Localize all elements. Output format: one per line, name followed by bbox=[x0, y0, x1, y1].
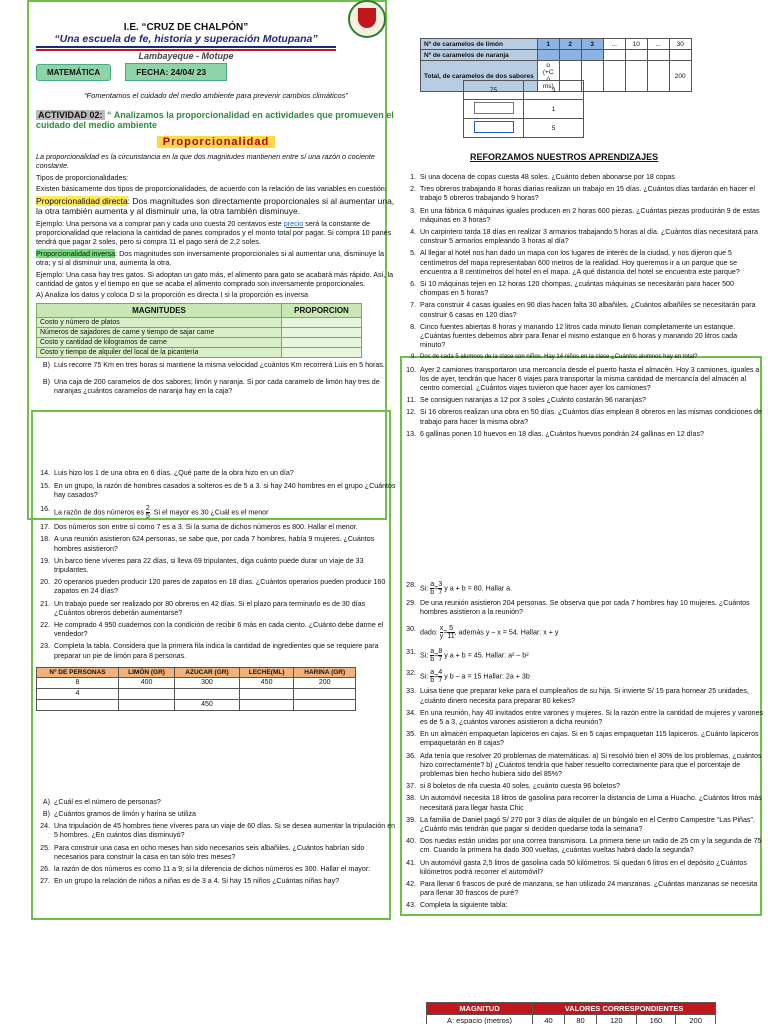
ingredients-table bbox=[36, 667, 356, 711]
fraction: $\frac{5}{11}$ bbox=[447, 625, 455, 641]
answer-cell[interactable] bbox=[581, 50, 603, 61]
table-cell: 80 bbox=[565, 1015, 597, 1024]
list-item: 6. Si 10 máquinas tejen en 12 horas 120 chompas, ¿cuántas máquinas se necesitarán para hacer 500 chompas en 5 horas? bbox=[410, 280, 734, 298]
list-item: 7. Para construir 4 casas iguales en 90 días hacen falta 30 albañiles. ¿Cuántos albañiles se necesitarán para construir 6 casas en 120 días? bbox=[410, 301, 756, 319]
table-cell: 120 bbox=[596, 1015, 636, 1024]
q-num: 25. bbox=[40, 843, 50, 852]
reinforce-title: REFORZAMOS NUESTROS APRENDIZAJES bbox=[470, 152, 659, 162]
fraction: $\frac{4}{7}$ bbox=[438, 669, 443, 685]
question bbox=[36, 822, 396, 840]
col-header: HARINA (GR) bbox=[294, 667, 356, 677]
direct-example-b: será la constante de proporcionalidad que relaciona la cantidad de panes comprados y el monto total por pagar. Si compra 10 panes tendrá que pagar 2 soles, pero si compra 11 el pago será de 2,2 soles. bbox=[36, 218, 392, 247]
question bbox=[36, 810, 396, 819]
question bbox=[36, 865, 396, 874]
types-heading: Tipos de proporcionalidades: bbox=[36, 172, 129, 182]
inverse-definition bbox=[36, 249, 396, 268]
list-item: 2. Tres obreros trabajando 8 horas diarias realizan un trabajo en 15 días. ¿Cuántos días tardarán en hacer el trabajo 5 obreros trabajando 9 horas? bbox=[410, 185, 755, 203]
list-item: 9. Dos de cada 5 alumnos de la clase son niños. Hay 14 niños en la clase ¿Cuántos alumnos hay en total? bbox=[410, 354, 698, 361]
col-header: AZUCAR (GR) bbox=[175, 667, 240, 677]
reinforce-list bbox=[402, 170, 764, 439]
answer-cell[interactable] bbox=[239, 699, 294, 710]
table-cell: 160 bbox=[636, 1015, 676, 1024]
precio-link[interactable]: precio bbox=[283, 218, 304, 228]
answer-cell[interactable] bbox=[282, 347, 362, 357]
table-cell: 200 bbox=[294, 677, 356, 688]
mag-cell: Costo y número de platos bbox=[37, 317, 282, 327]
table-cell: 8 bbox=[37, 677, 119, 688]
fraction: $\frac{a}{b}$ bbox=[430, 648, 435, 664]
activity-label: ACTIVIDAD 02: bbox=[38, 110, 103, 120]
answer-cell[interactable] bbox=[175, 688, 240, 699]
list-item: 32. Si: $\frac{a}{b}$ = $\frac{4}{7}$ y b – a = 15 Hallar: 2a + 3b bbox=[406, 669, 530, 685]
school-logo-icon bbox=[348, 0, 386, 38]
list-item: 35. En un almacén empaquetan lapiceros en cajas. Si en 5 cajas empaquetan 115 lapiceros. ¿Cuánto lapiceros empaquetarán en 8 cajas? bbox=[406, 730, 759, 748]
topic-title bbox=[36, 132, 396, 150]
inverse-label: Proporcionalidad inversa bbox=[36, 248, 116, 258]
q-text: Una tripulación de 45 hombres tiene víveres para un viaje de 60 días. Si se desea aumentar la tripulación en 5 hombres. ¿En cuántos días disminuyó? bbox=[54, 822, 396, 840]
answer-cell[interactable] bbox=[119, 699, 175, 710]
table-cell: 200 bbox=[676, 1015, 716, 1024]
q-text: Un barco tiene víveres para 22 días, si lleva 69 tripulantes, diga cuánto puede durar un viaje de 33 tripulantes. bbox=[54, 556, 364, 574]
q-num: 17. bbox=[40, 523, 50, 532]
answer-cell[interactable] bbox=[119, 688, 175, 699]
question bbox=[36, 798, 396, 807]
fraction: 1 bbox=[95, 470, 99, 478]
q-text: En un grupo, la razón de hombres casados a solteros es de 5 a 3. si hay 240 hombres en el grupo ¿Cuántos hay casados? bbox=[54, 481, 396, 499]
answer-input[interactable] bbox=[474, 102, 514, 114]
magnitude-values-table bbox=[426, 1002, 716, 1024]
left-column bbox=[36, 18, 396, 886]
divider bbox=[36, 46, 336, 48]
question bbox=[36, 578, 396, 596]
activity-heading bbox=[36, 110, 396, 130]
environment-note: “Fomentamos el cuidado del medio ambiente para prevenir cambios climáticos” bbox=[84, 91, 348, 100]
answer-input[interactable] bbox=[474, 121, 514, 133]
question bbox=[36, 877, 396, 886]
list-item: 43. Completa la siguiente tabla: bbox=[406, 901, 508, 910]
q-text: Una caja de 200 caramelos de dos sabores; limón y naranja. Si por cada caramelo de limón hay tres de naranjas ¿cuántos caramelos de naranja hay en la caja? bbox=[54, 378, 380, 396]
question bbox=[36, 642, 396, 660]
q-num: 27. bbox=[40, 877, 50, 886]
q14-a: Luis hizo los bbox=[54, 469, 96, 478]
list-item: 36. Ada tenía que resolver 20 problemas de matemáticas. a) Si resolvió bien el 30% de los problemas, ¿cuántos hizo correctamente? b) ¿Cuántos tendría que haber resuelto correctamente para que el porcentaje de problemas bien hecho hubiera sido del 85%? bbox=[406, 751, 762, 779]
q-text: la razón de dos números es como 11 a 9; si la diferencia de dichos números es 300. Hallar el mayor: bbox=[54, 864, 371, 873]
question bbox=[36, 482, 396, 500]
question bbox=[36, 378, 396, 396]
topic-title-text: Proporcionalidad bbox=[157, 136, 275, 148]
answer-cell[interactable] bbox=[603, 50, 625, 61]
question bbox=[36, 361, 396, 370]
q-num: 20. bbox=[40, 578, 50, 587]
answer-cell[interactable] bbox=[647, 50, 669, 61]
col-header: VALORES CORRESPONDIENTES bbox=[533, 1003, 716, 1015]
q16-b: . Si el mayor es 30 ¿Cuál es el menor bbox=[149, 508, 269, 517]
fraction: $\frac{8}{7}$ bbox=[438, 648, 443, 664]
answer-cell[interactable] bbox=[625, 61, 647, 92]
q-num: 19. bbox=[40, 556, 50, 565]
answer-cell[interactable] bbox=[464, 119, 524, 138]
list-item: 10. Ayer 2 camiones transportaron una mercancía desde el puerto hasta el almacén. Hoy 3 camiones, iguales a los de ayer, tendrán que hacer 6 viajes para transportar la misma cantidad de mercancía del almacén al centro comercial. ¿Cuántos viajes tuvieron que hacer ayer los camiones? bbox=[406, 365, 760, 393]
list-item: 34. En una reunión, hay 40 invitados entre varones y mujeres. Si la razón entre la cantidad de mujeres y varones es de 5 a 3, ¿cuántos varones asistieron a dicha reunión? bbox=[406, 708, 764, 727]
answer-cell[interactable] bbox=[282, 317, 362, 327]
types-desc: Existen básicamente dos tipos de proporcionalidades, de acuerdo con la relación de las variables en cuestión: bbox=[36, 184, 387, 194]
q16-a: La razón de dos números es bbox=[54, 508, 146, 517]
list-item: 1. Si una docena de copas cuesta 48 soles. ¿Cuánto deben abonarse por 18 copas bbox=[410, 173, 675, 181]
question bbox=[36, 600, 396, 618]
q-text: He comprado 4 950 cuadernos con la condición de recibir 6 más en cada ciento. ¿Cuánto debe darme el vendedor? bbox=[54, 620, 384, 639]
answer-cell[interactable] bbox=[294, 699, 356, 710]
col-header: LIMÓN (GR) bbox=[119, 667, 175, 677]
date-badge: FECHA: 24/04/ 23 bbox=[125, 63, 227, 81]
algebra-list bbox=[402, 578, 764, 911]
mag-cell: Costo y cantidad de kilogramos de carne bbox=[37, 337, 282, 347]
inverse-example: Ejemplo: Una casa hay tres gatos. Si adoptan un gato más, el alimento para gato se acabará más rápido. Así, la cantidad de gatos y el tiempo en que se acaba el alimento comprado son inversamente proporcionales. bbox=[36, 269, 394, 289]
q-num: 15. bbox=[40, 481, 50, 490]
question bbox=[36, 621, 396, 639]
list-item: 31. Si: $\frac{a}{b}$ = $\frac{8}{7}$ y a + b = 45. Hallar: a² – b² bbox=[406, 648, 529, 664]
table-cell: 4 bbox=[37, 688, 119, 699]
answer-cell[interactable] bbox=[625, 50, 647, 61]
col-header: Nº DE PERSONAS bbox=[37, 667, 119, 677]
col-header: MAGNITUDES bbox=[37, 303, 282, 317]
q-num: 26. bbox=[40, 864, 50, 873]
col-header: LECHE(ML) bbox=[239, 667, 294, 677]
list-item: 42. Para llenar 6 frascos de puré de manzana, se han utilizado 24 manzanas. ¿Cuántas manzanas se necesita para llenar 30 frascos de puré? bbox=[406, 880, 758, 898]
school-motto: “Una escuela de fe, historia y superación Motupana” bbox=[54, 33, 318, 45]
fraction: $\frac{x}{y}$ bbox=[439, 625, 444, 641]
q-text: Dos números son entre sí como 7 es a 3. Si la suma de dichos números es 800. Hallar el menor. bbox=[54, 523, 358, 532]
instruction: A) Analiza los datos y coloca D si la proporción es directa I si la proporción es inversa bbox=[36, 290, 309, 300]
list-item: 37. si 8 boletos de rifa cuesta 40 soles, ¿cuánto cuesta 96 boletos? bbox=[406, 782, 620, 791]
answer-cell[interactable] bbox=[282, 327, 362, 337]
q-num: 24. bbox=[40, 822, 50, 831]
q-text: 20 operarios pueden producir 120 pares de zapatos en 18 días. ¿Cuántos operarios pueden producir 160 zapatos en 24 días? bbox=[54, 578, 386, 596]
fraction: $\frac{a}{b}$ bbox=[430, 581, 435, 596]
q-text: A una reunión asistieron 624 personas, se sabe que, por cada 7 hombres, había 9 mujeres. ¿Cuántos hombres asistieron? bbox=[54, 535, 375, 553]
list-item: 28. Si: $\frac{a}{b}$ = $\frac{3}{7}$ y a + b = 80. Hallar a. bbox=[406, 581, 513, 596]
direct-example-a: Ejemplo: Una persona va a comprar pan y cada uno cuesta 20 centavos este bbox=[36, 218, 284, 228]
proportion-mini-table: 75 3 1 5 bbox=[463, 80, 584, 138]
caramelos-table: Nº de caramelos de limón 1 2 3 ... 10 ... 30 Nº de caramelos de naranja Total, de caramelos de dos sabores o (+C ó ms) 200 bbox=[420, 38, 692, 92]
direct-text: : Dos magnitudes son directamente proporcionales si al aumentar una, la otra también aumenta y al disminuir una, la otra también disminuye. bbox=[36, 195, 395, 217]
fraction: $\frac{2}{5}$ bbox=[145, 505, 150, 521]
q-text: ¿Cuál es el número de personas? bbox=[54, 797, 161, 806]
list-item: 29. De una reunión asistieron 204 personas. Se observa que por cada 7 hombres hay 10 mujeres. ¿Cuántos hombres asistieron a la reunión? bbox=[406, 599, 750, 617]
list-item: 41. Un automóvil gasta 2,5 litros de gasolina cada 50 kilómetros. Si quedan 6 litros en el depósito ¿Cuántos kilómetros podrá recorrer el automóvil? bbox=[406, 858, 747, 876]
list-item: 40. Dos ruedas están unidas por una correa transmisora. La primera tiene un radio de 25 cm y la segunda de 75 cm. Cuando la primera ha dado 300 vueltas, ¿cuántas vueltas habrá dado la segunda? bbox=[406, 837, 762, 855]
row-label: A: espacio (metros) bbox=[427, 1015, 533, 1024]
q-num: 23. bbox=[40, 642, 50, 651]
question bbox=[36, 535, 396, 553]
question bbox=[36, 557, 396, 575]
list-item: 38. Un automóvil necesita 18 litros de gasolina para recorrer la distancia de Lima a Huacho. ¿Cuántos litros más necesitará para llegar hasta Chic bbox=[406, 794, 762, 812]
question: 14. Luis hizo los 1 de una obra en 6 días. ¿Qué parte de la obra hizo en un día? bbox=[40, 469, 294, 478]
row-label: Nº de caramelos de limón bbox=[421, 39, 538, 50]
q-num: B) bbox=[42, 360, 50, 369]
question bbox=[36, 844, 396, 862]
list-item: 5. Al llegar al hotel nos han dado un mapa con los lugares de interés de la ciudad, y nos dijeron que 5 centímetros del mapa representaban 600 metros de la realidad. Hoy queremos ir a un parque que se encuentra a 8 centímetros del hotel en el mapa. ¿A qué distancia del hotel se encuentra este parque? bbox=[410, 249, 740, 276]
school-name: I.E. “CRUZ DE CHALPÓN” bbox=[123, 22, 249, 33]
row-label: Nº de caramelos de naranja bbox=[421, 50, 538, 61]
table-cell: 40 bbox=[533, 1015, 565, 1024]
list-item: 12. Si 16 obreros realizan una obra en 50 días. ¿Cuántos días emplean 8 obreros en las mismas condiciones de trabajo para hacer la misma obra? bbox=[406, 408, 762, 426]
row-label: Total, de caramelos de dos sabores bbox=[421, 61, 538, 92]
list-item: 30. dado: $\frac{x}{y}$ = $\frac{5}{11}$ , además y – x = 54. Hallar: x + y bbox=[406, 625, 559, 641]
answer-cell[interactable] bbox=[239, 688, 294, 699]
inverse-text: : Dos magnitudes son inversamente proporcionales si al aumentar una, disminuye la otra; y si al disminuir una, aumenta la otra. bbox=[36, 248, 384, 268]
q-text: ¿Cuántos gramos de limón y harina se utiliza bbox=[54, 809, 196, 818]
answer-cell[interactable] bbox=[603, 61, 625, 92]
direct-example bbox=[36, 219, 396, 247]
q-text: Para construir una casa en ocho meses han sido necesarios seis albañiles. ¿Cuántos habrían sido necesarios para construir la casa en tan sólo tres meses? bbox=[54, 843, 365, 861]
q-text: Completa la tabla. Considera que la primera fila indica la cantidad de ingredientes que se requiere para preparar un pie de limón para 8 personas. bbox=[54, 642, 379, 660]
blank-space bbox=[36, 396, 396, 466]
question bbox=[36, 523, 396, 532]
list-item: 4. Un carpintero tarda 18 días en realizar 3 armarios trabajando 5 horas al día. ¿Cuántos días necesitará para construir 5 armarios empleando 3 horas al día? bbox=[410, 228, 758, 246]
table-cell: 300 bbox=[175, 677, 240, 688]
list-item: 11. Se consiguen naranjas a 12 por 3 soles ¿Cuánto costarán 96 naranjas? bbox=[406, 396, 646, 405]
fraction: $\frac{a}{b}$ bbox=[430, 669, 435, 685]
blank-space bbox=[36, 711, 396, 795]
q-num: A) bbox=[42, 797, 50, 806]
table-cell: 450 bbox=[175, 699, 240, 710]
answer-cell[interactable] bbox=[294, 688, 356, 699]
col-header: PROPORCION bbox=[282, 303, 362, 317]
meta-row bbox=[36, 63, 396, 81]
answer-cell[interactable] bbox=[581, 61, 603, 92]
question: 16. La razón de dos números es $\frac{2}{5}$ . Si el mayor es 30 ¿Cuál es el menor bbox=[40, 505, 269, 521]
q-num: B) bbox=[42, 809, 50, 818]
q-num: 18. bbox=[40, 535, 50, 544]
list-item: 3. En una fábrica 6 máquinas iguales producen en 2 horas 600 piezas. ¿Cuántas piezas producirán 9 de estas máquinas en 3 horas? bbox=[410, 206, 760, 224]
answer-cell[interactable] bbox=[647, 61, 669, 92]
answer-cell[interactable] bbox=[537, 50, 559, 61]
intro-text: La proporcionalidad es la circunstancia en la que dos magnitudes mantienen entre sí una razón o cociente constante. bbox=[36, 152, 375, 171]
answer-cell[interactable] bbox=[37, 699, 119, 710]
answer-cell[interactable] bbox=[559, 50, 581, 61]
activity-text: “ Analizamos la proporcionalidad en actividades que promueven el cuidado del medio ambiente bbox=[36, 110, 394, 130]
subject-badge: MATEMÁTICA bbox=[36, 64, 111, 81]
q-num: B) bbox=[42, 378, 50, 387]
direct-label: Proporcionalidad directa bbox=[36, 195, 128, 206]
fraction: $\frac{3}{7}$ bbox=[438, 581, 443, 596]
table-cell: 400 bbox=[119, 677, 175, 688]
mag-cell: Números de sajadores de carne y tiempo de sajar carne bbox=[37, 327, 282, 337]
magnitudes-table bbox=[36, 303, 362, 358]
region: Lambayeque - Motupe bbox=[138, 51, 234, 61]
q-text: Luis recorre 75 Km en tres horas si mantiene la misma velocidad ¿cuántos Km recorrerá Luis en 5 horas. bbox=[54, 360, 385, 369]
table-cell: 450 bbox=[239, 677, 294, 688]
list-item: 33. Luisa tiene que preparar keke para el cumpleaños de su hija. Si invierte S/ 15 para hornear 25 unidades, ¿cuánto dinero necesita para preparar 80 kekes? bbox=[406, 687, 749, 705]
q-num: 21. bbox=[40, 599, 50, 608]
q14-b: de una obra en 6 días. ¿Qué parte de la obra hizo en un día? bbox=[98, 469, 294, 478]
mag-cell: Costo y tiempo de alquiler del local de la picantería bbox=[37, 347, 282, 357]
list-item: 13. 6 gallinas ponen 10 huevos en 18 días. ¿Cuántos huevos pondrán 24 gallinas en 12 días? bbox=[406, 429, 704, 438]
col-header: MAGNITUD bbox=[427, 1003, 533, 1015]
answer-cell[interactable] bbox=[669, 50, 691, 61]
q-text: Un trabajo puede ser realizado por 80 obreros en 42 días. Si el plazo para terminarlo es de 30 días ¿Cuántos obreros deberán aumentarse? bbox=[54, 599, 366, 617]
answer-cell[interactable] bbox=[282, 337, 362, 347]
list-item: 39. La familia de Daniel pagó S/ 270 por 3 días de alquiler de un búngalo en el Centro Campestre “Las Piñas”. ¿Cuánto más tendrán que pagar si deciden quedarse toda la semana? bbox=[406, 815, 755, 834]
list-item: 8. Cinco fuentes abiertas 8 horas y manando 12 litros cada minuto llenan completamente un estanque. ¿Cuántas fuentes debemos abrir para llenar el mismo estanque en 6 horas y manando 20 litros cada minuto? bbox=[410, 322, 738, 350]
answer-cell[interactable] bbox=[464, 100, 524, 119]
direct-definition bbox=[36, 196, 396, 217]
q-num: 22. bbox=[40, 620, 50, 629]
q-text: En un grupo la relación de niños a niñas es de 3 a 4. Si hay 15 niños ¿Cuántas niñas hay? bbox=[54, 877, 340, 886]
